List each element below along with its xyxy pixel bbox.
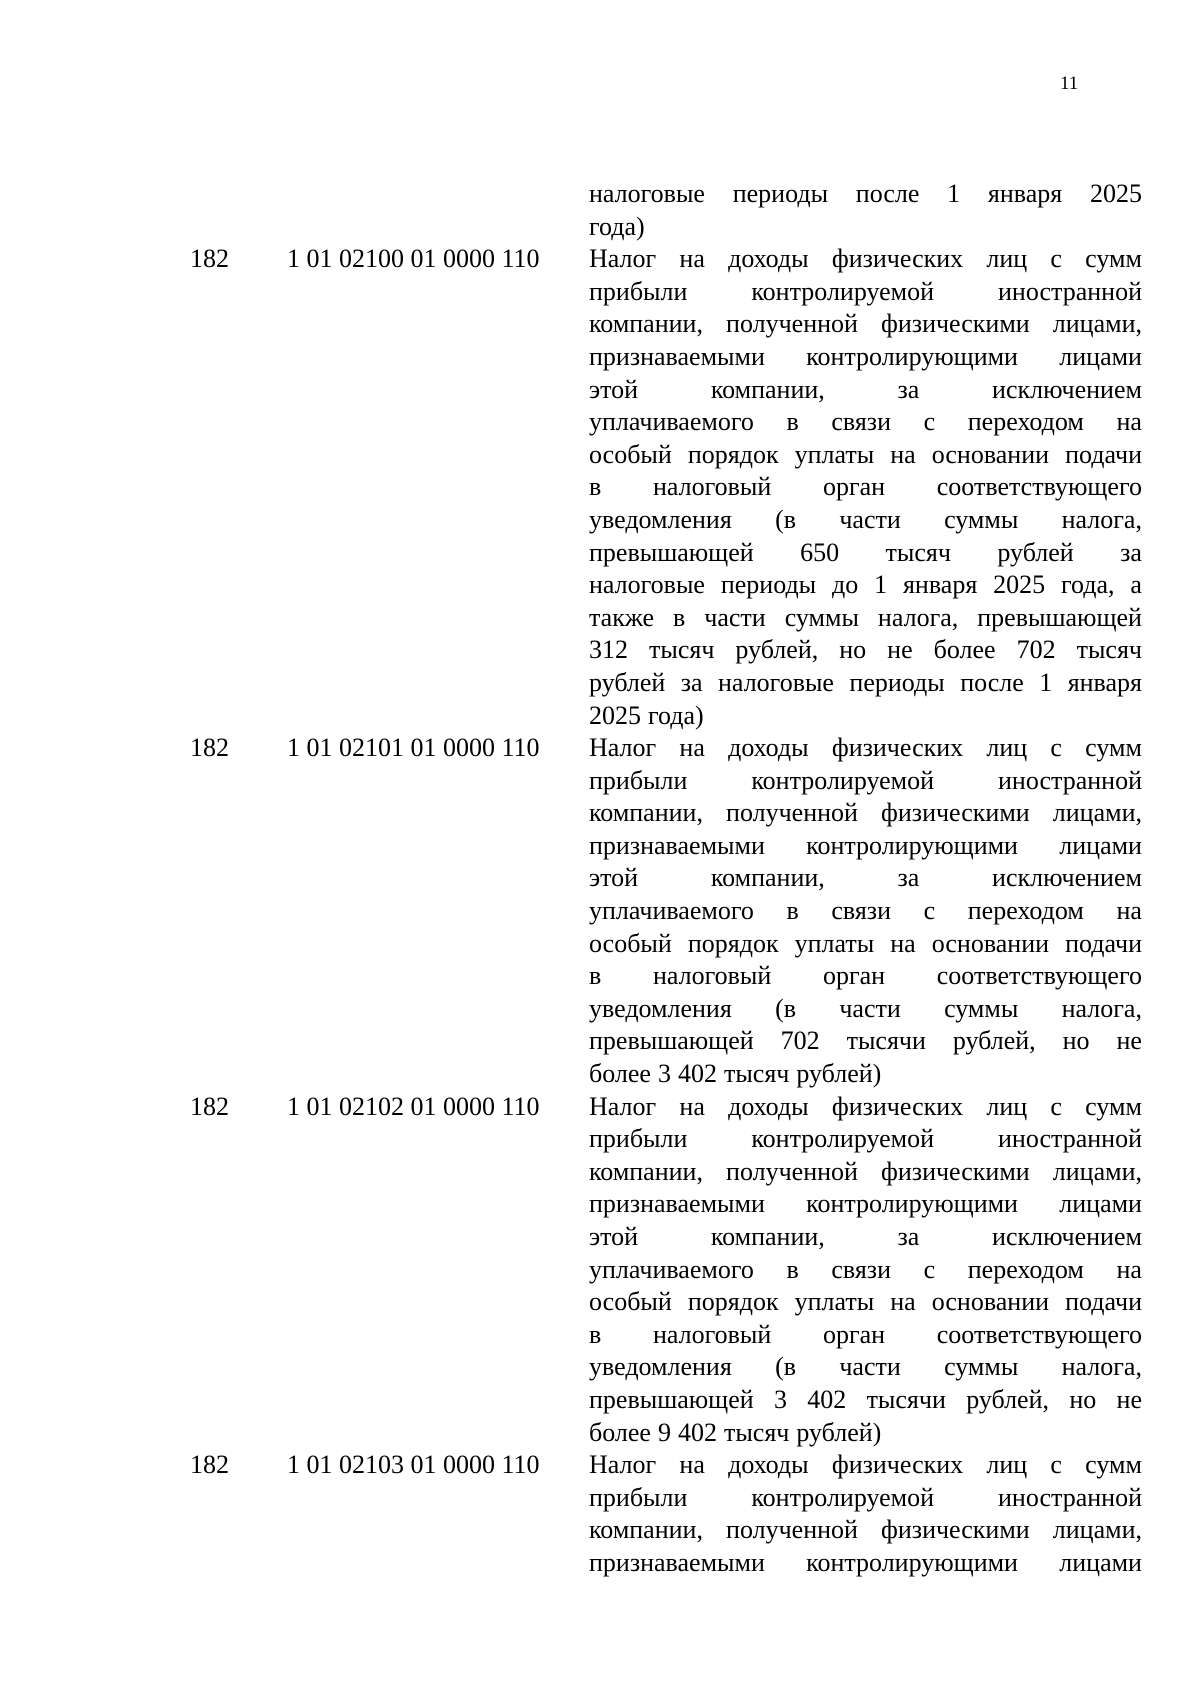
description-line: также в части суммы налога, превышающей [589, 602, 1142, 632]
table-row [0, 243, 1200, 732]
table-row [0, 1449, 1200, 1579]
description-line: рублей за налоговые периоды после 1 января [589, 667, 1142, 697]
admin-code: 182 [190, 244, 229, 274]
description-line: особый порядок уплаты на основании подачи [589, 1287, 1142, 1317]
description-line: прибыли контролируемой иностранной [589, 1482, 1142, 1512]
income-description [589, 1091, 1142, 1450]
income-description [589, 732, 1142, 1091]
description-line: особый порядок уплаты на основании подачи [589, 439, 1142, 469]
description-line: признаваемыми контролирующими лицами [589, 830, 1142, 860]
description-line: признаваемыми контролирующими лицами [589, 1189, 1142, 1219]
description-line: Налог на доходы физических лиц с сумм [589, 244, 1142, 274]
description-line: налоговые периоды до 1 января 2025 года, а [589, 570, 1142, 600]
description-line: более 3 402 тысяч рублей) [589, 1059, 882, 1089]
description-line: прибыли контролируемой иностранной [589, 276, 1142, 306]
description-line: компании, полученной физическими лицами, [589, 1156, 1142, 1186]
budget-classification-code: 1 01 02100 01 0000 110 [287, 244, 540, 274]
income-description [589, 243, 1142, 732]
description-line: этой компании, за исключением [589, 863, 1142, 893]
budget-classification-code: 1 01 02101 01 0000 110 [287, 733, 540, 763]
admin-code: 182 [190, 733, 229, 763]
admin-code: 182 [190, 1450, 229, 1480]
description-line: признаваемыми контролирующими лицами [589, 341, 1142, 371]
income-description [589, 1449, 1142, 1579]
description-line: уплачиваемого в связи с переходом на [589, 1254, 1142, 1284]
description-line: уплачиваемого в связи с переходом на [589, 896, 1142, 926]
income-description [589, 178, 1142, 243]
description-line: уведомления (в части суммы налога, [589, 504, 1142, 534]
budget-classification-code: 1 01 02103 01 0000 110 [287, 1450, 540, 1480]
description-line: этой компании, за исключением [589, 374, 1142, 404]
table-row [0, 1091, 1200, 1450]
description-line: компании, полученной физическими лицами, [589, 309, 1142, 339]
description-line: Налог на доходы физических лиц с сумм [589, 1091, 1142, 1121]
description-line: признаваемыми контролирующими лицами [589, 1547, 1142, 1577]
description-line: года) [589, 211, 645, 241]
description-line: этой компании, за исключением [589, 1222, 1142, 1251]
description-line: превышающей 702 тысячи рублей, но не [589, 1026, 1142, 1056]
description-line: превышающей 3 402 тысячи рублей, но не [589, 1384, 1142, 1414]
description-line: уведомления (в части суммы налога, [589, 1352, 1142, 1382]
description-line: 2025 года) [589, 700, 704, 730]
description-line: компании, полученной физическими лицами, [589, 1515, 1142, 1545]
table-row [0, 732, 1200, 1091]
description-line: Налог на доходы физических лиц с сумм [589, 733, 1142, 763]
description-line: 312 тысяч рублей, но не более 702 тысяч [589, 635, 1142, 665]
description-line: прибыли контролируемой иностранной [589, 765, 1142, 795]
description-line: превышающей 650 тысяч рублей за [589, 537, 1142, 567]
description-line: уведомления (в части суммы налога, [589, 993, 1142, 1023]
description-line: компании, полученной физическими лицами, [589, 798, 1142, 828]
description-line: налоговые периоды после 1 января 2025 [589, 179, 1142, 208]
description-line: уплачиваемого в связи с переходом на [589, 407, 1142, 437]
table-row [0, 178, 1200, 243]
description-line: более 9 402 тысяч рублей) [589, 1417, 882, 1447]
budget-classification-code: 1 01 02102 01 0000 110 [287, 1091, 540, 1121]
description-line: в налоговый орган соответствующего [589, 1319, 1142, 1349]
description-line: особый порядок уплаты на основании подачи [589, 928, 1142, 958]
budget-classification-table [0, 178, 1200, 1580]
description-line: Налог на доходы физических лиц с сумм [589, 1450, 1142, 1480]
description-line: прибыли контролируемой иностранной [589, 1124, 1142, 1154]
description-line: в налоговый орган соответствующего [589, 472, 1142, 502]
description-line: в налоговый орган соответствующего [589, 961, 1142, 991]
admin-code: 182 [190, 1091, 229, 1121]
page-number: 11 [1060, 73, 1079, 94]
